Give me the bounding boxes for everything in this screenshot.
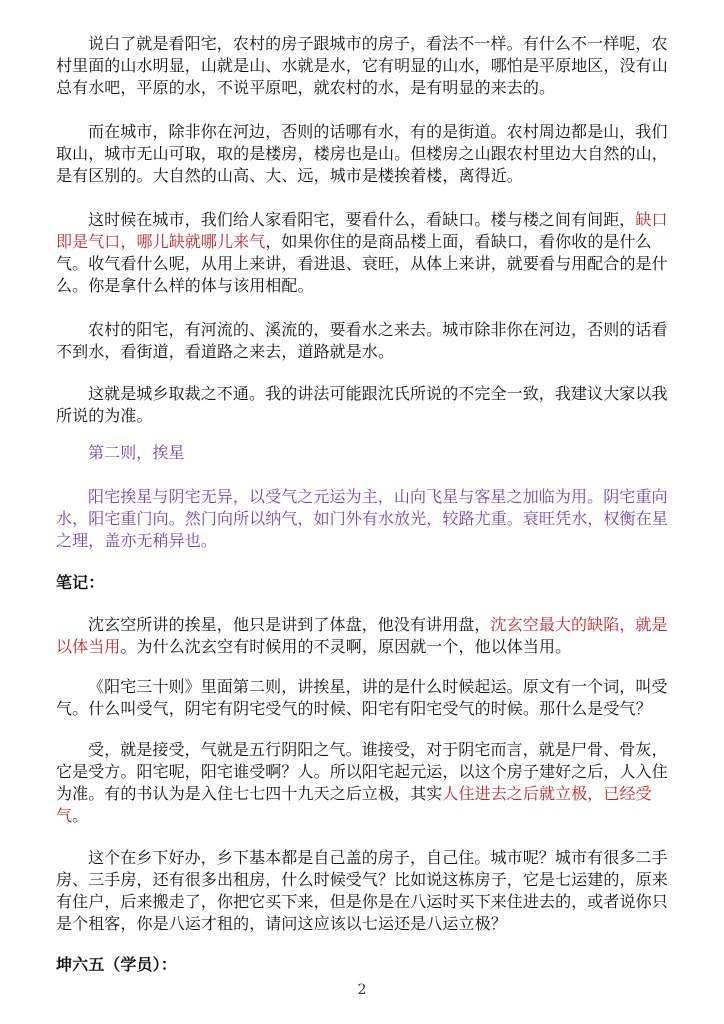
paragraph-text: 这就是城乡取裁之不通。我的讲法可能跟沈氏所说的不完全一致，我建议大家以我所说的为准。 — [56, 384, 668, 425]
quote-text: 阳宅挨星与阴宅无异，以受气之元运为主，山向飞星与客星之加临为用。阴宅重向水，阳宅重门向。然门向所以纳气，如门外有水放光，较路尤重。衰旺凭水，权衡在星之理，盖亦无稍异也。 — [56, 487, 668, 550]
paragraph-4 — [56, 319, 676, 363]
highlighted-text: 人住进去之后就立极，已经受气 — [56, 784, 652, 825]
notes-heading — [56, 572, 676, 594]
paragraph-text: 这个在乡下好办，乡下基本都是自己盖的房子，自己住。城市呢？城市有很多二手房、三手房，还有很多出租房，什么时候受气？比如说这栋房子，它是七运建的，原来有住户，后来搬走了，你把它买下来，但是你是在八运时买下来住进去的，或者说你只是个租客，你是八运才租的，请问这应该以七运还是八运立极？ — [56, 848, 668, 933]
paragraph-6 — [56, 614, 676, 658]
paragraph-text: 这时候在城市，我们给人家看阳宅，要看什么，看缺口。楼与楼之间有间距， — [88, 210, 636, 229]
speaker-label-text: 坤六五（学员）： — [56, 955, 177, 974]
page-number: 2 — [357, 982, 367, 998]
paragraph-text: 受，就是接受，气就是五行阴阳之气。谁接受，对于阴宅而言，就是尸骨、骨灰，它是受方。阳宅呢，阳宅谁受啊？人。所以阳宅起元运，以这个房子建好之后，人入住为准。有的书认为是入住七七四十九天之后立极，其实 — [56, 740, 668, 803]
paragraph-7 — [56, 676, 676, 720]
paragraph-2 — [56, 121, 676, 187]
paragraph-text: 说白了就是看阳宅，农村的房子跟城市的房子，看法不一样。有什么不一样呢，农村里面的山水明显，山就是山、水就是水，它有明显的山水，哪怕是平原地区，没有山总有水吧，平原的水，不说平原吧，就农村的水，是有明显的来去的。 — [56, 34, 668, 97]
quoted-original-text — [56, 486, 676, 552]
highlighted-text: 缺口即是气口，哪儿缺就哪儿来气 — [56, 210, 668, 251]
paragraph-text: ，如果你住的是商品楼上面，看缺口，看你收的是什么气。收气看什么呢，从用上来讲，看进退、衰旺，从体上来讲，就要看与用配合的是什么。你是拿什么样的体与该用相配。 — [56, 232, 668, 295]
paragraph-text: 。 — [72, 806, 89, 825]
paragraph-text: 沈玄空所讲的挨星，他只是讲到了体盘，他没有讲用盘， — [88, 615, 491, 634]
paragraph-3 — [56, 209, 676, 297]
notes-heading-text: 笔记： — [56, 573, 105, 592]
paragraph-text: 。为什么沈玄空有时候用的不灵啊，原因就一个，他以体当用。 — [120, 637, 572, 656]
paragraph-5 — [56, 383, 676, 427]
highlighted-text: 沈玄空最大的缺陷，就是以体当用 — [56, 615, 668, 656]
speaker-label — [56, 954, 676, 976]
paragraph-text: 农村的阳宅，有河流的、溪流的，要看水之来去。城市除非你在河边，否则的话看不到水，看街道，看道路之来去，道路就是水。 — [56, 320, 668, 361]
paragraph-9 — [56, 847, 676, 935]
paragraph-text: 而在城市，除非你在河边，否则的话哪有水，有的是街道。农村周边都是山，我们取山，城市无山可取，取的是楼房，楼房也是山。但楼房之山跟农村里边大自然的山，是有区别的。大自然的山高、大、远，城市是楼挨着楼，离得近。 — [56, 122, 668, 185]
paragraph-8 — [56, 739, 676, 827]
section-heading — [56, 442, 676, 464]
section-heading-text: 第二则，挨星 — [88, 443, 185, 462]
paragraph-1 — [56, 33, 676, 99]
paragraph-text: 《阳宅三十则》里面第二则，讲挨星，讲的是什么时候起运。原文有一个词，叫受气。什么叫受气，阴宅有阴宅受气的时候、阳宅有阳宅受气的时候。那什么是受气？ — [56, 677, 668, 718]
